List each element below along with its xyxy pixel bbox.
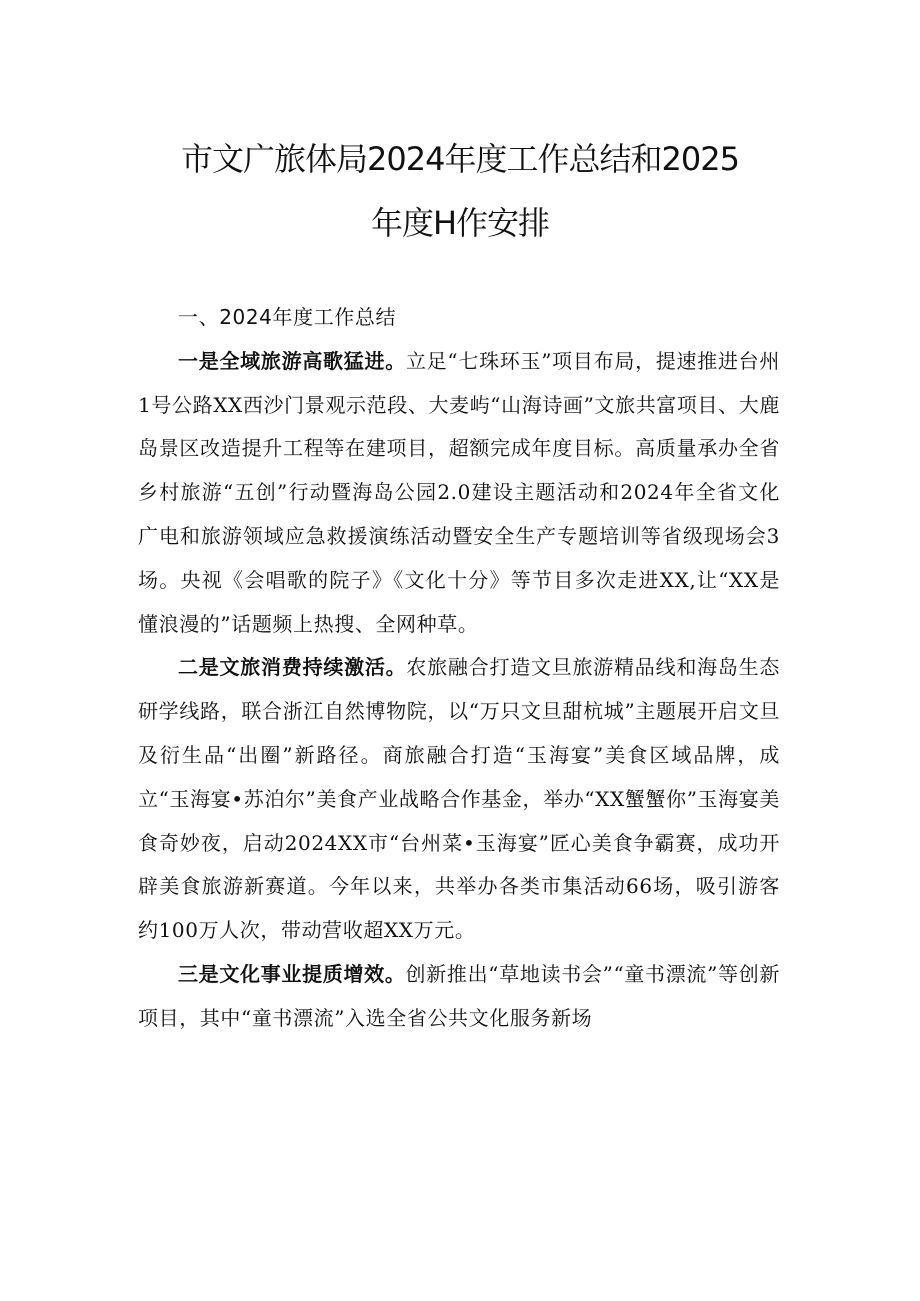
paragraph-1-text: 立足“七珠环玉”项目布局，提速推进台州1号公路XX西沙门景观示范段、大麦屿“山海诗画”文旅共富项目、大鹿岛景区改造提升工程等在建项目，超额完成年度目标。高质量承办全省乡村旅游“五创”行动暨海岛公园2.0建设主题活动和2024年全省文化广电和旅游领域应急救援演练活动暨安全生产专题培训等省级现场会3场。央视《会唱歌的院子》《文化十分》等节目多次走进XX,让“XX是懂浪漫的”话题频上热搜、全网种草。 xyxy=(138,348,780,636)
paragraph-2-lead: 二是文旅消费持续激活。 xyxy=(178,655,407,680)
document-title-line-1: 市文广旅体局2024年度工作总结和2025 xyxy=(181,140,739,178)
paragraph-3-lead: 三是文化事业提质增效。 xyxy=(178,961,406,986)
paragraph-3 xyxy=(138,953,780,1041)
paragraph-1-lead: 一是全域旅游高歌猛进。 xyxy=(178,348,406,373)
paragraph-3-text: 创新推出“草地读书会”“童书漂流”等创新项目，其中“童书漂流”入选全省公共文化服务新场 xyxy=(138,961,780,1030)
paragraph-2-text: 农旅融合打造文旦旅游精品线和海岛生态研学线路，联合浙江自然博物院，以“万只文旦甜杭城”主题展开启文旦及衍生品“出圈”新路径。商旅融合打造“玉海宴”美食区域品牌，成立“玉海宴•苏泊尔”美食产业战略合作基金，举办“XX蟹蟹你”玉海宴美食奇妙夜，启动2024XX市“台州菜•玉海宴”匠心美食争霸赛，成功开辟美食旅游新赛道。今年以来，共举办各类市集活动66场，吸引游客约100万人次，带动营收超XX万元。 xyxy=(138,655,780,943)
document-title-line-2: 年度H作安排 xyxy=(370,204,550,242)
section-heading: 一、2024年度工作总结 xyxy=(178,305,397,329)
paragraph-2 xyxy=(138,646,780,953)
document-body xyxy=(138,296,780,1041)
paragraph-1 xyxy=(138,340,780,647)
